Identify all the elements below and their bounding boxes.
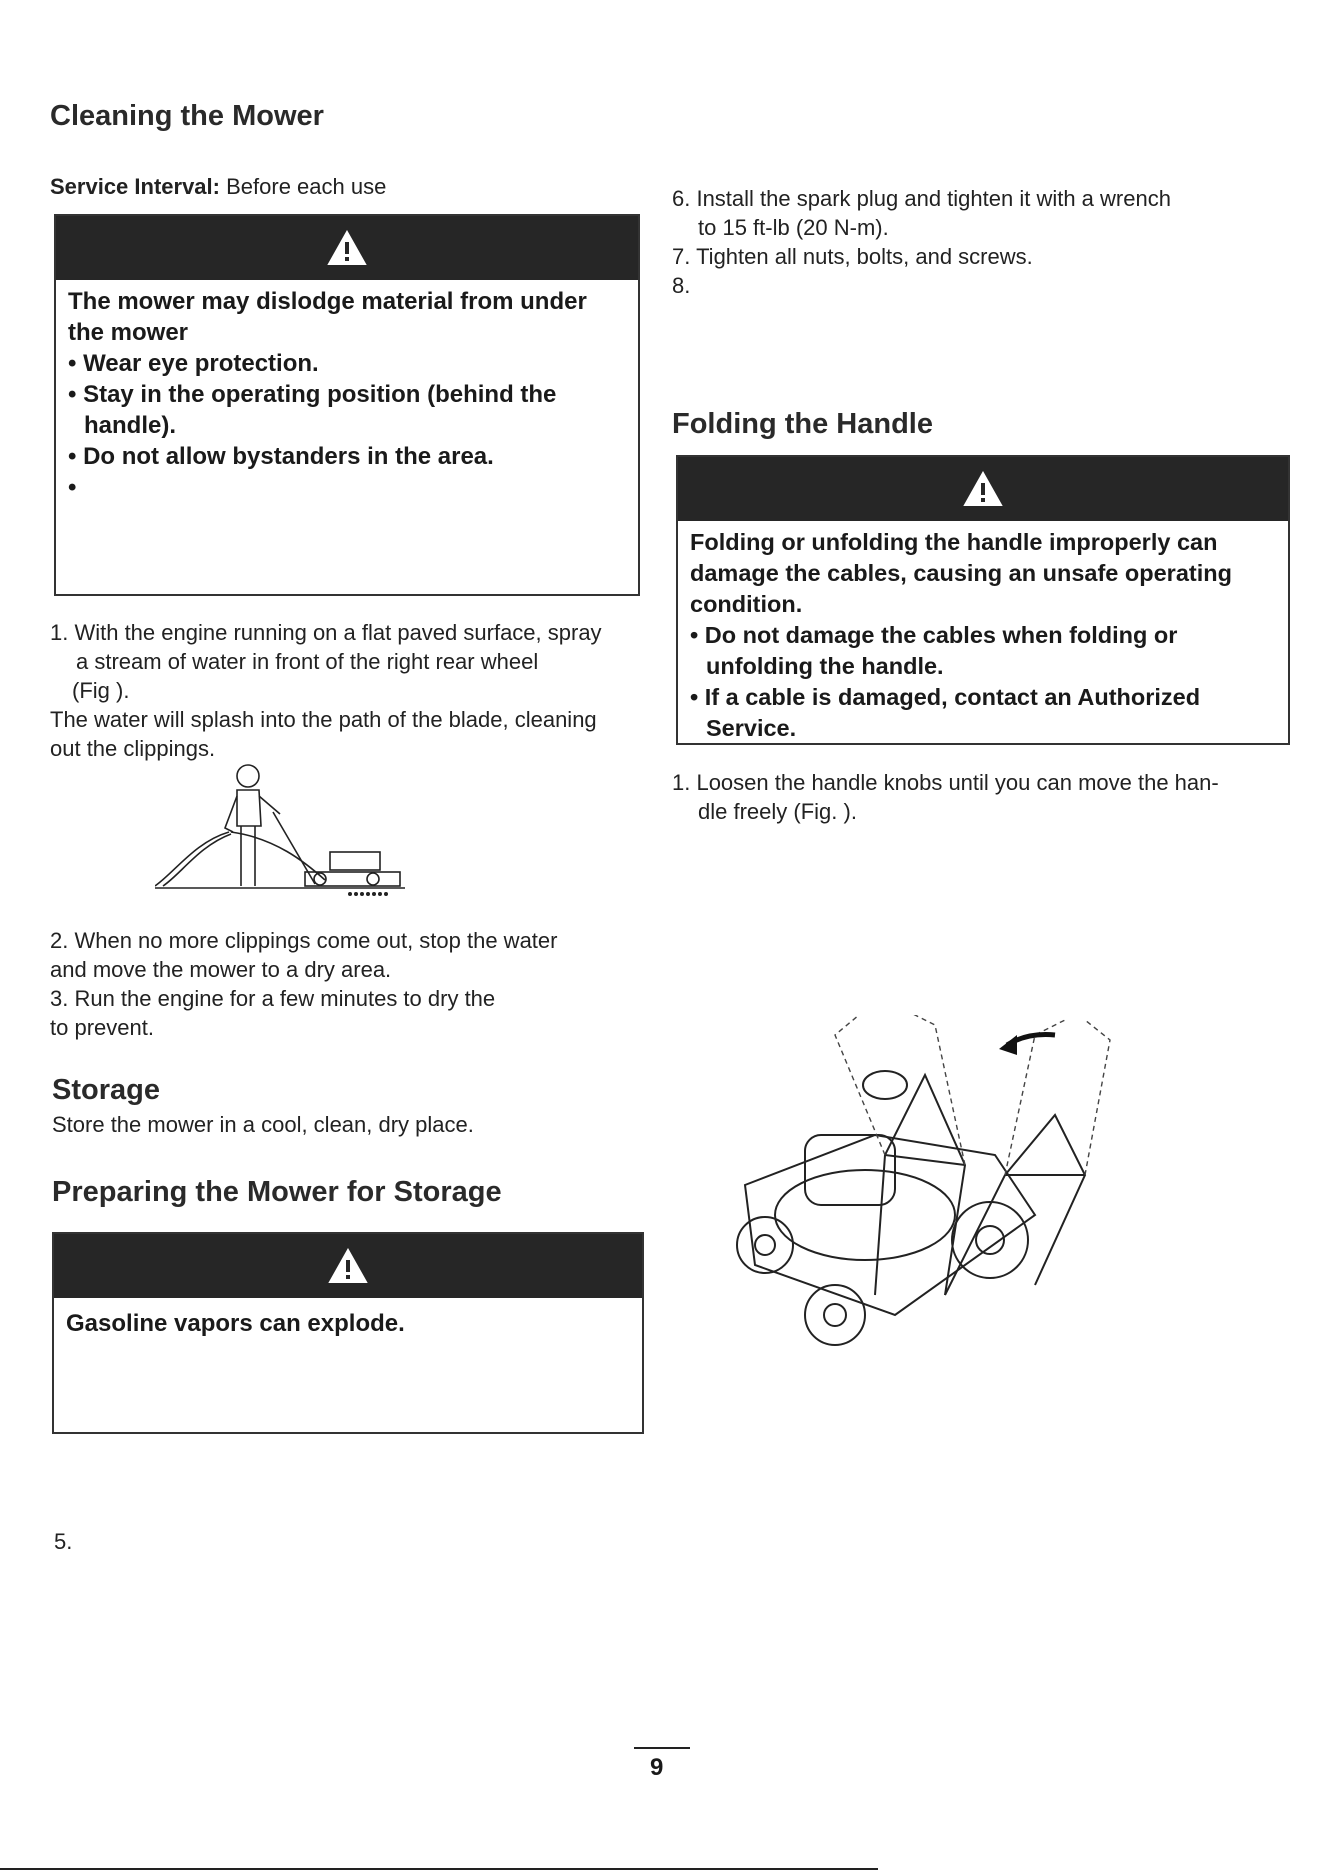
folding-steps [672, 768, 1302, 826]
page-number: 9 [650, 1754, 664, 1781]
cleaning-title: Cleaning the Mower [50, 100, 324, 132]
warning-triangle-icon [963, 471, 1003, 507]
washing-mower-illustration [155, 762, 420, 904]
warning-line: • Stay in the operating position (behind the handle). [68, 381, 557, 439]
step-6b: to 15 ft-lb (20 N-m). [698, 215, 889, 240]
folding-step-1a: 1. Loosen the handle knobs until you can move the han- [672, 770, 1219, 795]
warning-line: Folding or unfolding the handle improperly can damage the cables, causing an unsafe operating condition. [690, 529, 1232, 617]
right-steps [672, 184, 1302, 300]
warning-triangle-icon [327, 230, 367, 266]
preparing-title: Preparing the Mower for Storage [52, 1176, 502, 1208]
storage-text: Store the mower in a cool, clean, dry place. [52, 1112, 474, 1137]
rotate-arrow-icon [999, 1035, 1017, 1055]
warning-box-debris [54, 214, 640, 596]
service-interval-label: Service Interval: [50, 174, 220, 199]
step-2a: 2. When no more clippings come out, stop the water [50, 928, 558, 953]
note-line-1: The water will splash into the path of the blade, cleaning [50, 707, 597, 732]
warning-line: • Do not damage the cables when folding or unfolding the handle. [690, 622, 1178, 679]
step-6a: 6. Install the spark plug and tighten it with a wrench [672, 186, 1171, 211]
step-2b: and move the mower to a dry area. [50, 957, 392, 982]
service-interval-value: Before each use [226, 174, 387, 199]
step-3b: to prevent. [50, 1015, 154, 1040]
cleaning-steps [50, 618, 650, 763]
warning-triangle-icon [328, 1248, 368, 1284]
warning-line: • Wear eye protection. [68, 350, 319, 377]
warning-box-handle [676, 455, 1290, 745]
warning-header [54, 1234, 642, 1298]
storage-title: Storage [52, 1074, 160, 1106]
step-8: 8. [672, 273, 691, 298]
step-7: 7. Tighten all nuts, bolts, and screws. [672, 244, 1033, 269]
folding-title: Folding the Handle [672, 408, 933, 440]
warning-line: • Do not allow bystanders in the area. [68, 443, 494, 470]
step-1-fig: (Fig ). [72, 678, 130, 703]
warning-body-handle [678, 521, 1288, 744]
step-1: 1. With the engine running on a flat paved surface, spray [50, 620, 602, 645]
service-interval [50, 172, 386, 201]
cleaning-steps-2 [50, 926, 650, 1042]
warning-body-gasoline: Gasoline vapors can explode. [66, 1310, 405, 1337]
page-number-rule [634, 1747, 690, 1749]
warning-header [56, 216, 638, 280]
folding-handle-mower-illustration [735, 1015, 1215, 1425]
bottom-rule [0, 1868, 878, 1870]
warning-body-debris [56, 280, 638, 503]
warning-box-gasoline [52, 1232, 644, 1434]
folding-step-1b: dle freely (Fig. ). [698, 799, 857, 824]
warning-line: • [68, 474, 77, 501]
warning-line: • If a cable is damaged, contact an Authorized Service. [690, 684, 1201, 741]
step-3a: 3. Run the engine for a few minutes to dry the [50, 986, 496, 1011]
note-line-2: out the clippings. [50, 736, 216, 761]
step-1-cont: a stream of water in front of the right rear wheel [76, 649, 539, 674]
step-5: 5. [54, 1529, 73, 1554]
warning-line: The mower may dislodge material from under the mower [68, 288, 587, 346]
warning-header [678, 457, 1288, 521]
